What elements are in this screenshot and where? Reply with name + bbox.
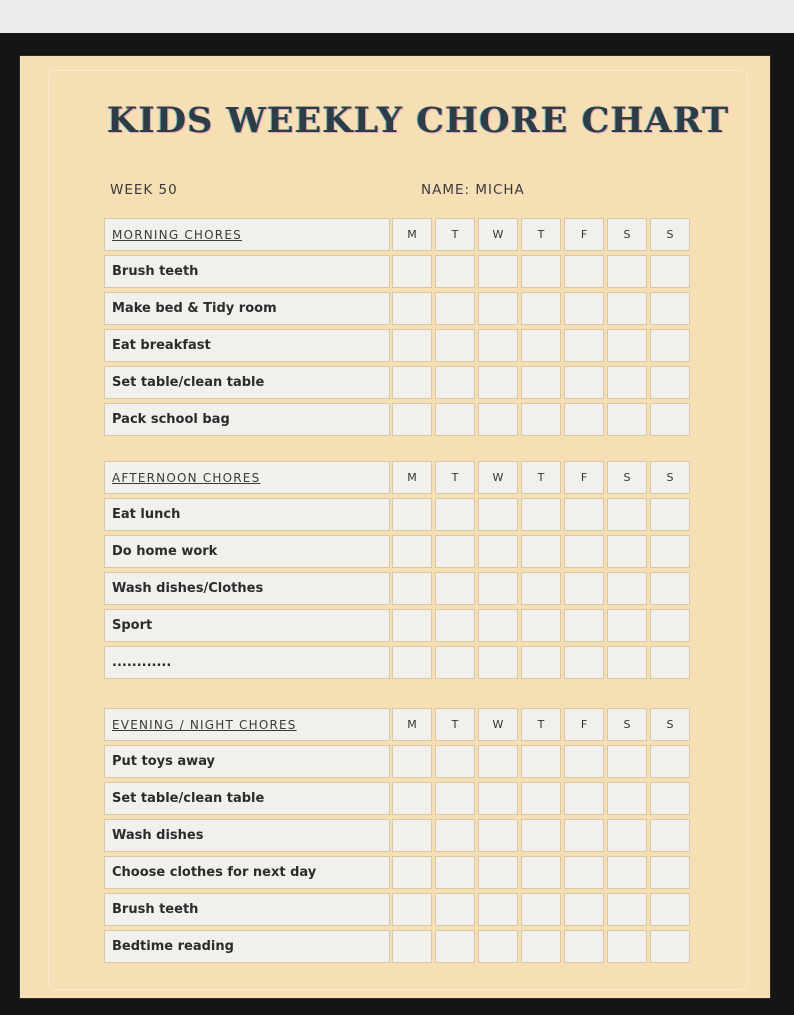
checkbox-cell[interactable] bbox=[607, 366, 647, 399]
checkbox-cell[interactable] bbox=[650, 535, 690, 568]
checkbox-cell[interactable] bbox=[392, 856, 432, 889]
checkbox-cell[interactable] bbox=[521, 403, 561, 436]
checkbox-cell[interactable] bbox=[650, 292, 690, 325]
checkbox-cell[interactable] bbox=[478, 329, 518, 362]
chore-section-2 bbox=[104, 708, 692, 967]
day-header: W bbox=[478, 708, 518, 741]
day-header: T bbox=[435, 708, 475, 741]
checkbox-cell[interactable] bbox=[607, 255, 647, 288]
checkbox-cell[interactable] bbox=[564, 856, 604, 889]
chore-task-label: Wash dishes/Clothes bbox=[104, 572, 390, 605]
checkbox-cell[interactable] bbox=[521, 572, 561, 605]
checkbox-cell[interactable] bbox=[478, 819, 518, 852]
day-header: F bbox=[564, 708, 604, 741]
checkbox-cell[interactable] bbox=[435, 646, 475, 679]
checkbox-cell[interactable] bbox=[478, 572, 518, 605]
day-header: W bbox=[478, 218, 518, 251]
checkbox-cell[interactable] bbox=[564, 255, 604, 288]
day-header: T bbox=[521, 461, 561, 494]
checkbox-cell[interactable] bbox=[478, 366, 518, 399]
checkbox-cell[interactable] bbox=[607, 572, 647, 605]
checkbox-cell[interactable] bbox=[650, 893, 690, 926]
checkbox-cell[interactable] bbox=[521, 535, 561, 568]
day-header: F bbox=[564, 218, 604, 251]
checkbox-cell[interactable] bbox=[650, 819, 690, 852]
checkbox-cell[interactable] bbox=[564, 572, 604, 605]
checkbox-cell[interactable] bbox=[392, 498, 432, 531]
checkbox-cell[interactable] bbox=[478, 535, 518, 568]
checkbox-cell[interactable] bbox=[478, 893, 518, 926]
day-header: S bbox=[650, 461, 690, 494]
chore-task-label: Brush teeth bbox=[104, 255, 390, 288]
checkbox-cell[interactable] bbox=[435, 403, 475, 436]
checkbox-cell[interactable] bbox=[478, 930, 518, 963]
checkbox-cell[interactable] bbox=[521, 782, 561, 815]
checkbox-cell[interactable] bbox=[650, 329, 690, 362]
checkbox-cell[interactable] bbox=[478, 292, 518, 325]
chore-task-label: Wash dishes bbox=[104, 819, 390, 852]
checkbox-cell[interactable] bbox=[478, 609, 518, 642]
checkbox-cell[interactable] bbox=[435, 255, 475, 288]
checkbox-cell[interactable] bbox=[435, 329, 475, 362]
checkbox-cell[interactable] bbox=[478, 646, 518, 679]
checkbox-cell[interactable] bbox=[607, 646, 647, 679]
checkbox-cell[interactable] bbox=[435, 893, 475, 926]
checkbox-cell[interactable] bbox=[650, 745, 690, 778]
day-header: T bbox=[521, 708, 561, 741]
checkbox-cell[interactable] bbox=[521, 609, 561, 642]
name-label: NAME: MICHA bbox=[421, 182, 525, 198]
checkbox-cell[interactable] bbox=[650, 609, 690, 642]
checkbox-cell[interactable] bbox=[521, 366, 561, 399]
checkbox-cell[interactable] bbox=[478, 403, 518, 436]
checkbox-cell[interactable] bbox=[607, 535, 647, 568]
checkbox-cell[interactable] bbox=[564, 646, 604, 679]
section-heading: MORNING CHORES bbox=[104, 218, 390, 251]
day-header: M bbox=[392, 461, 432, 494]
checkbox-cell[interactable] bbox=[435, 498, 475, 531]
checkbox-cell[interactable] bbox=[607, 856, 647, 889]
section-heading: EVENING / NIGHT CHORES bbox=[104, 708, 390, 741]
checkbox-cell[interactable] bbox=[435, 609, 475, 642]
checkbox-cell[interactable] bbox=[607, 498, 647, 531]
checkbox-cell[interactable] bbox=[392, 930, 432, 963]
checkbox-cell[interactable] bbox=[521, 292, 561, 325]
checkbox-cell[interactable] bbox=[650, 403, 690, 436]
chore-task-label: Pack school bag bbox=[104, 403, 390, 436]
chore-task-label: Brush teeth bbox=[104, 893, 390, 926]
checkbox-cell[interactable] bbox=[521, 498, 561, 531]
checkbox-cell[interactable] bbox=[650, 930, 690, 963]
checkbox-cell[interactable] bbox=[564, 609, 604, 642]
checkbox-cell[interactable] bbox=[435, 856, 475, 889]
checkbox-cell[interactable] bbox=[564, 292, 604, 325]
checkbox-cell[interactable] bbox=[607, 893, 647, 926]
chore-task-label: Put toys away bbox=[104, 745, 390, 778]
day-header: M bbox=[392, 708, 432, 741]
checkbox-cell[interactable] bbox=[564, 403, 604, 436]
checkbox-cell[interactable] bbox=[521, 646, 561, 679]
checkbox-cell[interactable] bbox=[564, 745, 604, 778]
checkbox-cell[interactable] bbox=[607, 403, 647, 436]
checkbox-cell[interactable] bbox=[564, 893, 604, 926]
checkbox-cell[interactable] bbox=[521, 255, 561, 288]
checkbox-cell[interactable] bbox=[392, 782, 432, 815]
chore-task-label: Set table/clean table bbox=[104, 782, 390, 815]
checkbox-cell[interactable] bbox=[564, 819, 604, 852]
checkbox-cell[interactable] bbox=[392, 255, 432, 288]
checkbox-cell[interactable] bbox=[392, 535, 432, 568]
checkbox-cell[interactable] bbox=[607, 609, 647, 642]
day-header: T bbox=[521, 218, 561, 251]
chore-section-0 bbox=[104, 218, 692, 440]
chore-task-label: ............ bbox=[104, 646, 390, 679]
day-header: T bbox=[435, 461, 475, 494]
checkbox-cell[interactable] bbox=[478, 498, 518, 531]
checkbox-cell[interactable] bbox=[392, 745, 432, 778]
day-header: T bbox=[435, 218, 475, 251]
checkbox-cell[interactable] bbox=[521, 819, 561, 852]
checkbox-cell[interactable] bbox=[650, 366, 690, 399]
day-header: W bbox=[478, 461, 518, 494]
checkbox-cell[interactable] bbox=[392, 609, 432, 642]
checkbox-cell[interactable] bbox=[392, 893, 432, 926]
day-header: S bbox=[607, 218, 647, 251]
day-header: S bbox=[650, 218, 690, 251]
checkbox-cell[interactable] bbox=[650, 255, 690, 288]
checkbox-cell[interactable] bbox=[607, 782, 647, 815]
checkbox-cell[interactable] bbox=[435, 930, 475, 963]
day-header: F bbox=[564, 461, 604, 494]
checkbox-cell[interactable] bbox=[564, 535, 604, 568]
day-header: S bbox=[650, 708, 690, 741]
checkbox-cell[interactable] bbox=[435, 292, 475, 325]
chore-task-label: Choose clothes for next day bbox=[104, 856, 390, 889]
chore-task-label: Do home work bbox=[104, 535, 390, 568]
checkbox-cell[interactable] bbox=[650, 856, 690, 889]
checkbox-cell[interactable] bbox=[607, 819, 647, 852]
checkbox-cell[interactable] bbox=[607, 745, 647, 778]
checkbox-cell[interactable] bbox=[478, 745, 518, 778]
checkbox-cell[interactable] bbox=[564, 498, 604, 531]
checkbox-cell[interactable] bbox=[392, 403, 432, 436]
checkbox-cell[interactable] bbox=[607, 292, 647, 325]
day-header: S bbox=[607, 461, 647, 494]
checkbox-cell[interactable] bbox=[435, 819, 475, 852]
checkbox-cell[interactable] bbox=[392, 329, 432, 362]
checkbox-cell[interactable] bbox=[392, 366, 432, 399]
chore-task-label: Eat lunch bbox=[104, 498, 390, 531]
checkbox-cell[interactable] bbox=[392, 646, 432, 679]
checkbox-cell[interactable] bbox=[521, 930, 561, 963]
checkbox-cell[interactable] bbox=[607, 329, 647, 362]
checkbox-cell[interactable] bbox=[521, 329, 561, 362]
checkbox-cell[interactable] bbox=[650, 782, 690, 815]
checkbox-cell[interactable] bbox=[435, 572, 475, 605]
checkbox-cell[interactable] bbox=[564, 782, 604, 815]
checkbox-cell[interactable] bbox=[521, 893, 561, 926]
checkbox-cell[interactable] bbox=[435, 366, 475, 399]
day-header: M bbox=[392, 218, 432, 251]
chore-task-label: Sport bbox=[104, 609, 390, 642]
checkbox-cell[interactable] bbox=[392, 819, 432, 852]
checkbox-cell[interactable] bbox=[435, 745, 475, 778]
checkbox-cell[interactable] bbox=[392, 292, 432, 325]
checkbox-cell[interactable] bbox=[607, 930, 647, 963]
chore-section-1 bbox=[104, 461, 692, 683]
checkbox-cell[interactable] bbox=[521, 856, 561, 889]
day-header: S bbox=[607, 708, 647, 741]
checkbox-cell[interactable] bbox=[564, 366, 604, 399]
chore-task-label: Make bed & Tidy room bbox=[104, 292, 390, 325]
week-label: WEEK 50 bbox=[110, 182, 178, 198]
chore-task-label: Bedtime reading bbox=[104, 930, 390, 963]
checkbox-cell[interactable] bbox=[435, 782, 475, 815]
checkbox-cell[interactable] bbox=[478, 255, 518, 288]
section-heading: AFTERNOON CHORES bbox=[104, 461, 390, 494]
checkbox-cell[interactable] bbox=[435, 535, 475, 568]
checkbox-cell[interactable] bbox=[650, 646, 690, 679]
checkbox-cell[interactable] bbox=[564, 329, 604, 362]
checkbox-cell[interactable] bbox=[521, 745, 561, 778]
checkbox-cell[interactable] bbox=[650, 572, 690, 605]
checkbox-cell[interactable] bbox=[564, 930, 604, 963]
chart-title: KIDS WEEKLY CHORE CHART bbox=[107, 100, 730, 141]
chore-task-label: Set table/clean table bbox=[104, 366, 390, 399]
checkbox-cell[interactable] bbox=[650, 498, 690, 531]
checkbox-cell[interactable] bbox=[392, 572, 432, 605]
chore-task-label: Eat breakfast bbox=[104, 329, 390, 362]
checkbox-cell[interactable] bbox=[478, 856, 518, 889]
checkbox-cell[interactable] bbox=[478, 782, 518, 815]
